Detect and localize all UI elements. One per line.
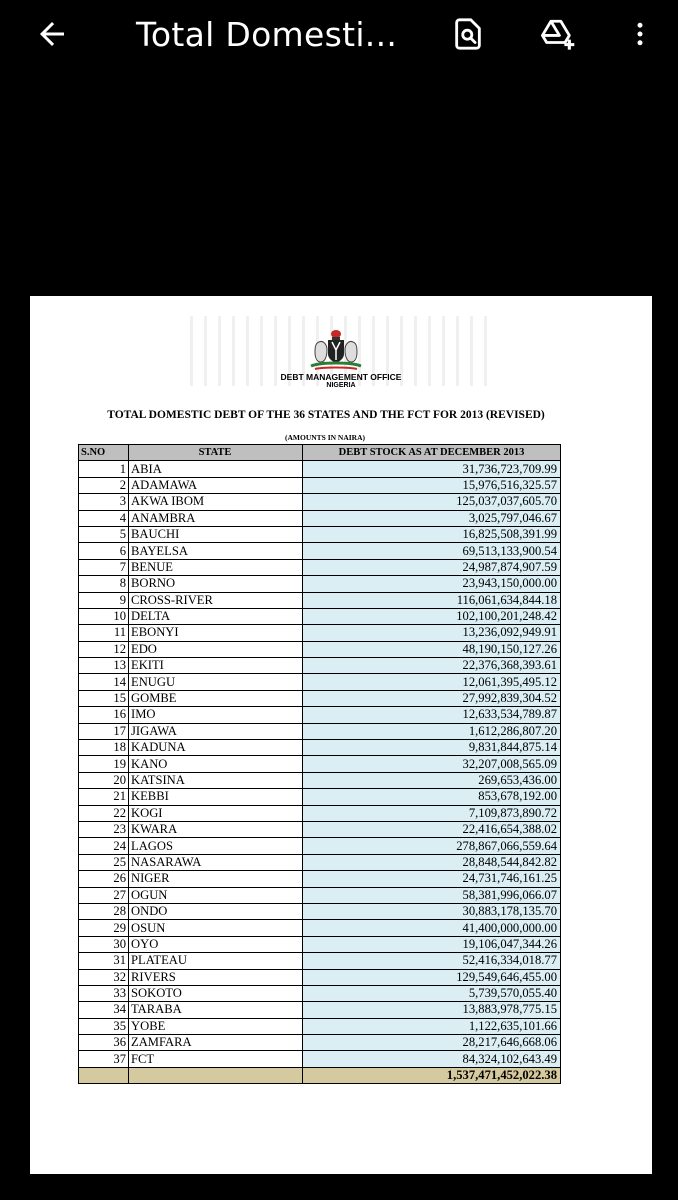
more-vert-icon bbox=[625, 17, 655, 51]
back-button[interactable] bbox=[32, 14, 72, 54]
state-cell: DELTA bbox=[129, 608, 303, 624]
table-title: TOTAL DOMESTIC DEBT OF THE 36 STATES AND THE FCT FOR 2013 (REVISED) bbox=[107, 409, 545, 421]
debt-cell: 24,731,746,161.25 bbox=[303, 871, 561, 887]
sno-cell: 8 bbox=[79, 576, 129, 592]
table-row bbox=[79, 854, 561, 870]
debt-cell: 84,324,102,643.49 bbox=[303, 1051, 561, 1067]
table-row bbox=[79, 969, 561, 985]
state-cell: ENUGU bbox=[129, 674, 303, 690]
table-row bbox=[79, 559, 561, 575]
state-cell: TARABA bbox=[129, 1002, 303, 1018]
debt-table bbox=[78, 444, 561, 1084]
total-empty-cell bbox=[79, 1067, 129, 1083]
sno-cell: 15 bbox=[79, 690, 129, 706]
table-row bbox=[79, 871, 561, 887]
table-row bbox=[79, 707, 561, 723]
state-cell: CROSS-RIVER bbox=[129, 592, 303, 608]
sno-cell: 31 bbox=[79, 953, 129, 969]
debt-cell: 19,106,047,344.26 bbox=[303, 936, 561, 952]
state-cell: KATSINA bbox=[129, 772, 303, 788]
table-row bbox=[79, 805, 561, 821]
table-row bbox=[79, 887, 561, 903]
debt-cell: 5,739,570,055.40 bbox=[303, 985, 561, 1001]
debt-cell: 12,061,395,495.12 bbox=[303, 674, 561, 690]
state-cell: KWARA bbox=[129, 821, 303, 837]
app-bar bbox=[0, 0, 678, 76]
state-cell: BENUE bbox=[129, 559, 303, 575]
debt-cell: 23,943,150,000.00 bbox=[303, 576, 561, 592]
debt-cell: 7,109,873,890.72 bbox=[303, 805, 561, 821]
debt-cell: 28,217,646,668.06 bbox=[303, 1035, 561, 1051]
state-cell: LAGOS bbox=[129, 838, 303, 854]
table-row bbox=[79, 920, 561, 936]
state-cell: BAYELSA bbox=[129, 543, 303, 559]
debt-cell: 32,207,008,565.09 bbox=[303, 756, 561, 772]
debt-cell: 69,513,133,900.54 bbox=[303, 543, 561, 559]
table-row bbox=[79, 461, 561, 477]
table-row bbox=[79, 690, 561, 706]
table-row bbox=[79, 592, 561, 608]
table-row bbox=[79, 740, 561, 756]
debt-cell: 30,883,178,135.70 bbox=[303, 903, 561, 919]
table-row bbox=[79, 526, 561, 542]
sno-cell: 6 bbox=[79, 543, 129, 559]
table-header-row bbox=[79, 445, 561, 461]
find-in-page-icon bbox=[451, 17, 485, 51]
debt-cell: 129,549,646,455.00 bbox=[303, 969, 561, 985]
debt-cell: 1,122,635,101.66 bbox=[303, 1018, 561, 1034]
state-cell: OSUN bbox=[129, 920, 303, 936]
debt-cell: 22,416,654,388.02 bbox=[303, 821, 561, 837]
table-row bbox=[79, 772, 561, 788]
sno-cell: 23 bbox=[79, 821, 129, 837]
sno-cell: 33 bbox=[79, 985, 129, 1001]
more-options-button[interactable] bbox=[620, 14, 660, 54]
state-cell: OGUN bbox=[129, 887, 303, 903]
debt-cell: 3,025,797,046.67 bbox=[303, 510, 561, 526]
document-page bbox=[30, 296, 652, 1174]
state-cell: ADAMAWA bbox=[129, 477, 303, 493]
debt-cell: 12,633,534,789.87 bbox=[303, 707, 561, 723]
total-row bbox=[79, 1067, 561, 1083]
state-cell: KANO bbox=[129, 756, 303, 772]
sno-cell: 3 bbox=[79, 494, 129, 510]
sno-cell: 9 bbox=[79, 592, 129, 608]
sno-cell: 13 bbox=[79, 658, 129, 674]
debt-cell: 102,100,201,248.42 bbox=[303, 608, 561, 624]
debt-cell: 278,867,066,559.64 bbox=[303, 838, 561, 854]
sno-cell: 28 bbox=[79, 903, 129, 919]
table-row bbox=[79, 1018, 561, 1034]
sno-cell: 32 bbox=[79, 969, 129, 985]
table-row bbox=[79, 543, 561, 559]
sno-cell: 11 bbox=[79, 625, 129, 641]
table-row bbox=[79, 756, 561, 772]
table-row bbox=[79, 953, 561, 969]
state-cell: PLATEAU bbox=[129, 953, 303, 969]
sno-cell: 5 bbox=[79, 526, 129, 542]
state-cell: RIVERS bbox=[129, 969, 303, 985]
sno-cell: 27 bbox=[79, 887, 129, 903]
debt-cell: 22,376,368,393.61 bbox=[303, 658, 561, 674]
debt-cell: 27,992,839,304.52 bbox=[303, 690, 561, 706]
amounts-unit-note: (AMOUNTS IN NAIRA) bbox=[285, 433, 365, 442]
table-row bbox=[79, 903, 561, 919]
debt-cell: 58,381,996,066.07 bbox=[303, 887, 561, 903]
debt-cell: 41,400,000,000.00 bbox=[303, 920, 561, 936]
state-cell: ZAMFARA bbox=[129, 1035, 303, 1051]
state-cell: BORNO bbox=[129, 576, 303, 592]
table-row bbox=[79, 838, 561, 854]
sno-cell: 7 bbox=[79, 559, 129, 575]
total-empty-cell bbox=[129, 1067, 303, 1083]
state-cell: ANAMBRA bbox=[129, 510, 303, 526]
debt-cell: 853,678,192.00 bbox=[303, 789, 561, 805]
table-row bbox=[79, 821, 561, 837]
sno-cell: 37 bbox=[79, 1051, 129, 1067]
sno-cell: 19 bbox=[79, 756, 129, 772]
state-cell: YOBE bbox=[129, 1018, 303, 1034]
sno-cell: 26 bbox=[79, 871, 129, 887]
state-cell: AKWA IBOM bbox=[129, 494, 303, 510]
state-cell: FCT bbox=[129, 1051, 303, 1067]
state-cell: JIGAWA bbox=[129, 723, 303, 739]
table-row bbox=[79, 510, 561, 526]
table-row bbox=[79, 658, 561, 674]
column-header-debt: DEBT STOCK AS AT DECEMBER 2013 bbox=[303, 445, 561, 461]
debt-cell: 48,190,150,127.26 bbox=[303, 641, 561, 657]
state-cell: OYO bbox=[129, 936, 303, 952]
sno-cell: 35 bbox=[79, 1018, 129, 1034]
debt-cell: 116,061,634,844.18 bbox=[303, 592, 561, 608]
sno-cell: 10 bbox=[79, 608, 129, 624]
state-cell: IMO bbox=[129, 707, 303, 723]
debt-cell: 31,736,723,709.99 bbox=[303, 461, 561, 477]
arrow-left-icon bbox=[34, 16, 70, 52]
total-debt-cell: 1,537,471,452,022.38 bbox=[303, 1067, 561, 1083]
sno-cell: 34 bbox=[79, 1002, 129, 1018]
table-row bbox=[79, 576, 561, 592]
debt-cell: 13,236,092,949.91 bbox=[303, 625, 561, 641]
state-cell: SOKOTO bbox=[129, 985, 303, 1001]
sno-cell: 2 bbox=[79, 477, 129, 493]
sno-cell: 22 bbox=[79, 805, 129, 821]
table-row bbox=[79, 477, 561, 493]
add-to-drive-icon bbox=[539, 17, 577, 51]
office-name: DEBT MANAGEMENT OFFICE bbox=[280, 372, 402, 382]
state-cell: NASARAWA bbox=[129, 854, 303, 870]
sno-cell: 16 bbox=[79, 707, 129, 723]
state-cell: ABIA bbox=[129, 461, 303, 477]
sno-cell: 25 bbox=[79, 854, 129, 870]
sno-cell: 14 bbox=[79, 674, 129, 690]
sno-cell: 12 bbox=[79, 641, 129, 657]
table-row bbox=[79, 985, 561, 1001]
add-to-drive-button[interactable] bbox=[538, 14, 578, 54]
column-header-state: STATE bbox=[129, 445, 303, 461]
state-cell: KADUNA bbox=[129, 740, 303, 756]
debt-cell: 24,987,874,907.59 bbox=[303, 559, 561, 575]
sno-cell: 1 bbox=[79, 461, 129, 477]
office-country: NIGERIA bbox=[326, 382, 356, 389]
sno-cell: 18 bbox=[79, 740, 129, 756]
sno-cell: 17 bbox=[79, 723, 129, 739]
state-cell: KOGI bbox=[129, 805, 303, 821]
table-row bbox=[79, 674, 561, 690]
sno-cell: 21 bbox=[79, 789, 129, 805]
debt-cell: 15,976,516,325.57 bbox=[303, 477, 561, 493]
state-cell: BAUCHI bbox=[129, 526, 303, 542]
column-header-sno: S.NO bbox=[79, 445, 129, 461]
table-row bbox=[79, 608, 561, 624]
debt-cell: 9,831,844,875.14 bbox=[303, 740, 561, 756]
table-row bbox=[79, 789, 561, 805]
sno-cell: 24 bbox=[79, 838, 129, 854]
table-row bbox=[79, 1002, 561, 1018]
debt-cell: 16,825,508,391.99 bbox=[303, 526, 561, 542]
state-cell: EKITI bbox=[129, 658, 303, 674]
state-cell: ONDO bbox=[129, 903, 303, 919]
sno-cell: 30 bbox=[79, 936, 129, 952]
debt-cell: 269,653,436.00 bbox=[303, 772, 561, 788]
table-row bbox=[79, 494, 561, 510]
table-row bbox=[79, 641, 561, 657]
document-title: Total Domesti... bbox=[136, 15, 398, 54]
sno-cell: 29 bbox=[79, 920, 129, 936]
table-row bbox=[79, 1051, 561, 1067]
state-cell: NIGER bbox=[129, 871, 303, 887]
state-cell: EDO bbox=[129, 641, 303, 657]
debt-cell: 125,037,037,605.70 bbox=[303, 494, 561, 510]
state-cell: KEBBI bbox=[129, 789, 303, 805]
state-cell: GOMBE bbox=[129, 690, 303, 706]
table-row bbox=[79, 625, 561, 641]
coat-of-arms-icon bbox=[305, 328, 367, 372]
state-cell: EBONYI bbox=[129, 625, 303, 641]
table-row bbox=[79, 723, 561, 739]
table-row bbox=[79, 1035, 561, 1051]
find-in-page-button[interactable] bbox=[448, 14, 488, 54]
debt-cell: 1,612,286,807.20 bbox=[303, 723, 561, 739]
debt-cell: 28,848,544,842.82 bbox=[303, 854, 561, 870]
debt-cell: 52,416,334,018.77 bbox=[303, 953, 561, 969]
table-row bbox=[79, 936, 561, 952]
sno-cell: 36 bbox=[79, 1035, 129, 1051]
sno-cell: 20 bbox=[79, 772, 129, 788]
debt-cell: 13,883,978,775.15 bbox=[303, 1002, 561, 1018]
sno-cell: 4 bbox=[79, 510, 129, 526]
